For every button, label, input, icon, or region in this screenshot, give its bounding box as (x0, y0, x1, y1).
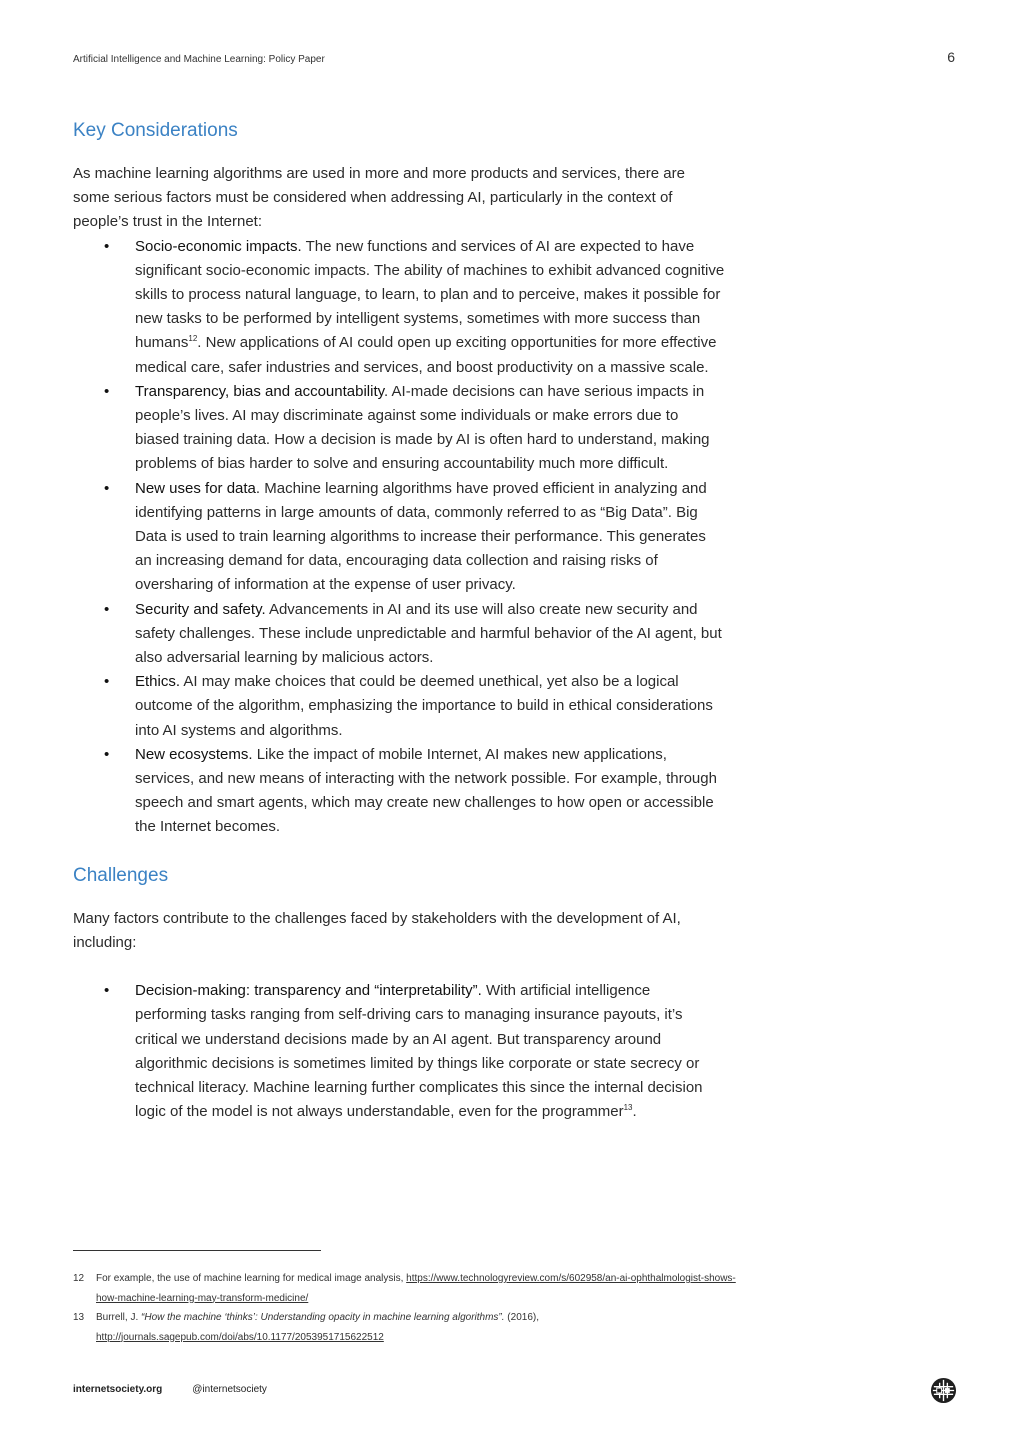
footnote-number: 12 (73, 1273, 85, 1284)
list-item (104, 670, 725, 743)
running-header: Artificial Intelligence and Machine Learning: Policy Paper (73, 54, 325, 65)
list-item (104, 477, 725, 598)
key-considerations-list (73, 235, 725, 840)
challenges-intro: Many factors contribute to the challenges faced by stakeholders with the development of AI, including: (73, 909, 681, 951)
footnote-year: (2016), (504, 1312, 539, 1323)
item-text: Advancements in AI and its use will also create new security and safety challenges. These include unpredictable and harmful behavior of the AI agent, but also adversarial learning by malicious actors. (135, 600, 722, 667)
key-considerations-intro: As machine learning algorithms are used in more and more products and services, there are some serious factors must be considered when addressing AI, particularly in the context of people’s trust in the Internet: (73, 165, 685, 231)
footer-website-link[interactable]: internetsociety.org (73, 1384, 163, 1395)
footnote-link[interactable]: http://journals.sagepub.com/doi/abs/10.1177/2053951715622512 (96, 1331, 384, 1343)
bullet-icon: • (104, 673, 110, 691)
item-term: Socio-economic impacts. (135, 237, 302, 255)
item-text-cont: . New applications of AI could open up exciting opportunities for more effective medical care, safer industries and services, and boost productivity on a massive scale. (135, 334, 717, 376)
footnote-link[interactable]: https://www.technologyreview.com/s/602958/an-ai-ophthalmologist-shows-how-machine-learning-may-transform-medicine/ (96, 1273, 736, 1304)
item-term: New uses for data (135, 479, 256, 497)
footer-social-handle[interactable]: @internetsociety (192, 1384, 267, 1395)
list-item (104, 235, 725, 380)
footnote-13 (73, 1308, 753, 1347)
challenges-list (73, 979, 725, 1124)
item-term: New ecosystems. (135, 745, 253, 763)
heading-challenges: Challenges (73, 864, 169, 886)
main-content (73, 118, 725, 1124)
footnote-divider (73, 1250, 321, 1251)
list-item (104, 380, 725, 477)
item-term: Security and safety. (135, 600, 266, 618)
bullet-icon: • (104, 745, 110, 763)
list-item (104, 743, 725, 840)
footer (73, 1384, 267, 1395)
page-number: 6 (947, 49, 955, 65)
bullet-icon: • (104, 237, 110, 255)
bullet-icon: • (104, 982, 110, 1000)
footnote-text: For example, the use of machine learning for medical image analysis, (96, 1273, 407, 1284)
item-text: With artificial intelligence performing tasks ranging from self-driving cars to managing insurance payouts, it’s critical we understand decisions made by an AI agent. But transparency around algorithmic decisions is sometimes limited by things like corporate or state secrecy or technical literacy. Machine learning further complicates this since the internal decision logic of the model is not always understandable, even for the programmer (135, 982, 703, 1121)
item-term: Transparency, bias and accountability (135, 382, 385, 400)
footnote-ref[interactable]: 12 (188, 334, 198, 344)
footnote-text: Burrell, J. (96, 1312, 142, 1323)
footnotes (73, 1269, 753, 1347)
bullet-icon: • (104, 479, 110, 497)
item-text: . AI-made decisions can have serious impacts in people’s lives. AI may discriminate against some individuals or make errors due to biased training data. How a decision is made by AI is often hard to understand, making problems of bias harder to solve and ensuring accountability much more difficult. (135, 382, 710, 473)
item-text: The new functions and services of AI are expected to have significant socio-economic impacts. The ability of machines to exhibit advanced cognitive skills to process natural language, to learn, to plan and to perceive, makes it possible for new tasks to be performed by intelligent systems, sometimes with more success than humans (135, 237, 725, 352)
item-term: Ethics. (135, 673, 181, 691)
internet-society-globe-logo-icon (930, 1377, 957, 1404)
item-text: Like the impact of mobile Internet, AI makes new applications, services, and new means of interacting with the network possible. For example, through speech and smart agents, which may create new challenges to how open or accessible the Internet becomes. (135, 745, 717, 836)
item-text-cont: . (632, 1103, 637, 1121)
list-item (104, 598, 725, 671)
footnote-number: 13 (73, 1312, 85, 1323)
footnote-ref[interactable]: 13 (623, 1103, 633, 1113)
bullet-icon: • (104, 600, 110, 618)
list-item (104, 979, 725, 1124)
item-text: . Machine learning algorithms have proved efficient in analyzing and identifying patterns in large amounts of data, commonly referred to as “Big Data”. Big Data is used to train learning algorithms to increase their performance. This generates an increasing demand for data, encouraging data collection and raising risks of oversharing of information at the expense of user privacy. (135, 479, 707, 594)
footnote-title: “How the machine ‘thinks’: Understanding opacity in machine learning algorithms”. (141, 1312, 505, 1323)
footnote-12 (73, 1269, 753, 1308)
item-text: AI may make choices that could be deemed unethical, yet also be a logical outcome of the algorithm, emphasizing the importance to build in ethical considerations into AI systems and algorithms. (135, 673, 713, 739)
bullet-icon: • (104, 382, 110, 400)
heading-key-considerations: Key Considerations (73, 120, 238, 141)
item-term: Decision-making: transparency and “interpretability”. (135, 982, 482, 1000)
